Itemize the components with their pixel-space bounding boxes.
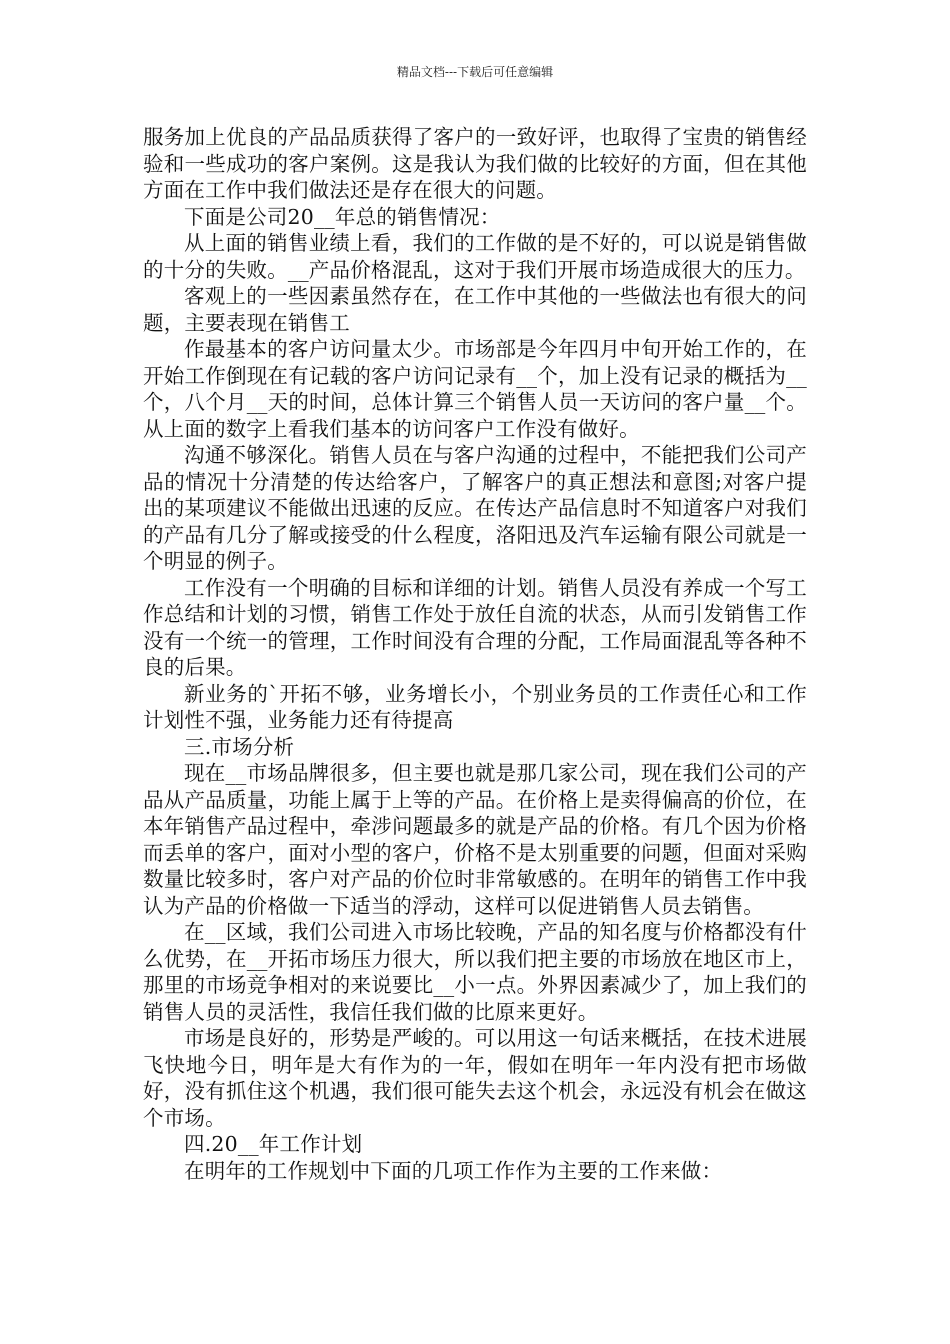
paragraph-market-outlook: 市场是良好的，形势是严峻的。可以用这一句话来概括，在技术进展飞快地今日，明年是大有作为的一年，假如在明年一年内没有把市场做好，没有抓住这个机遇，我们很可能失去这个机会，永远没有机会在做这个市场。: [143, 1026, 807, 1130]
paragraph-new-business: 新业务的`开拓不够，业务增长小，个别业务员的工作责任心和工作计划性不强，业务能力还有待提高: [143, 681, 807, 732]
paragraph-planning: 工作没有一个明确的目标和详细的计划。销售人员没有养成一个写工作总结和计划的习惯，销售工作处于放任自流的状态，从而引发销售工作没有一个统一的管理，工作时间没有合理的分配，工作局面混乱等各种不良的后果。: [143, 575, 807, 679]
section-heading-market-analysis: 三.市场分析: [184, 734, 295, 759]
paragraph-communication: 沟通不够深化。销售人员在与客户沟通的过程中，不能把我们公司产品的情况十分清楚的传达给客户，了解客户的真正想法和意图;对客户提出的某项建议不能做出迅速的反应。在传达产品信息时不知道客户对我们的产品有几分了解或接受的什么程度，洛阳迅及汽车运输有限公司就是一个明显的例子。: [143, 443, 807, 573]
section-heading-work-plan: 四.20__年工作计划: [184, 1132, 363, 1156]
paragraph-market-brands: 现在__市场品牌很多，但主要也就是那几家公司，现在我们公司的产品从产品质量，功能上属于上等的产品。在价格上是卖得偏高的价位，在本年销售产品过程中，牵涉问题最多的就是产品的价格。有几个因为价格而丢单的客户，面对小型的客户，价格不是太别重要的问题，但面对采购数量比较多时，客户对产品的价位时非常敏感的。在明年的销售工作中我认为产品的价格做一下适当的浮动，这样可以促进销售人员去销售。: [143, 761, 807, 918]
paragraph-sales-performance: 从上面的销售业绩上看，我们的工作做的是不好的，可以说是销售做的十分的失败。__产品价格混乱，这对于我们开展市场造成很大的压力。: [143, 231, 807, 282]
paragraph-objective-factors: 客观上的一些因素虽然存在，在工作中其他的一些做法也有很大的问题，主要表现在销售工: [143, 284, 807, 335]
paragraph-region: 在__区域，我们公司进入市场比较晚，产品的知名度与价格都没有什么优势，在__开拓市场压力很大，所以我们把主要的市场放在地区市上，那里的市场竞争相对的来说要比__小一点。外界因素减少了，加上我们的销售人员的灵活性，我信任我们做的比原来更好。: [143, 920, 807, 1024]
document-body: [143, 124, 807, 1184]
page-header: 精品文档---下载后可任意编辑: [396, 65, 554, 79]
paragraph-visit-volume: 作最基本的客户访问量太少。市场部是今年四月中旬开始工作的，在开始工作倒现在有记载的客户访问记录有__个，加上没有记录的概括为__个，八个月__天的时间，总体计算三个销售人员一天访问的客户量__个。从上面的数字上看我们基本的访问客户工作没有做好。: [143, 337, 807, 441]
paragraph-continuation: 服务加上优良的产品品质获得了客户的一致好评，也取得了宝贵的销售经验和一些成功的客户案例。这是我认为我们做的比较好的方面，但在其他方面在工作中我们做法还是存在很大的问题。: [143, 125, 807, 202]
paragraph-plan-intro: 在明年的工作规划中下面的几项工作作为主要的工作来做：: [184, 1158, 723, 1183]
paragraph-sales-intro: 下面是公司20__年总的销售情况：: [184, 204, 501, 229]
